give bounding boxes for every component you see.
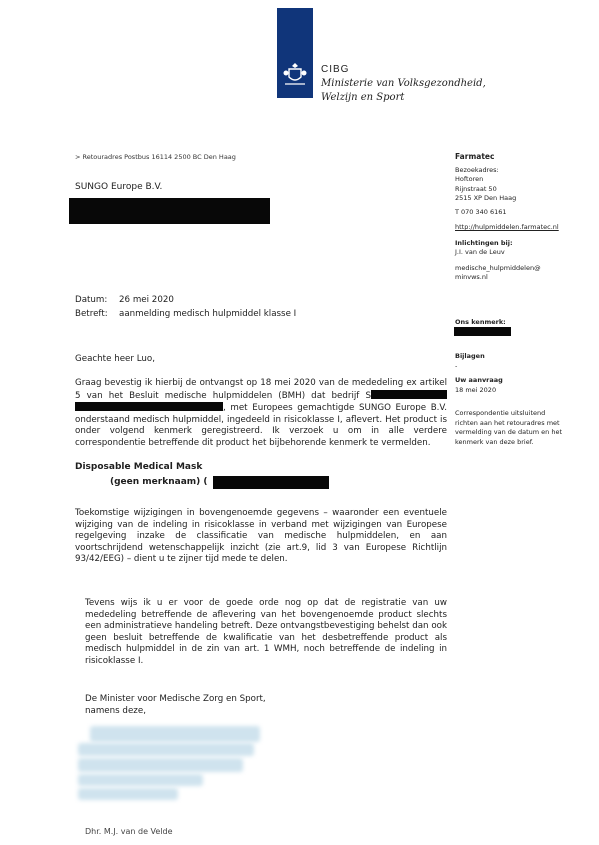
org-abbr: CIBG xyxy=(321,64,350,75)
closing-line-2: namens deze, xyxy=(85,706,146,716)
paragraph-future-changes: Toekomstige wijzigingen in bovengenoemde gegevens – waaronder een eventuele wijziging van de indeling in risicoklasse in verband met wijzigingen van Europese regelgeving inzake de classificatie van medische hulpmiddelen, en aan voortschrijdend wetenschappelijk inzicht (zie art.9, lid 3 van Europese Richtlijn 93/42/EEG) – dient u te zijner tijd mede te delen. xyxy=(75,508,447,565)
sidebar-phone: T 070 340 6161 xyxy=(455,207,507,216)
sidebar-dept: Farmatec xyxy=(455,152,495,161)
org-line-1: Ministerie van Volksgezondheid, xyxy=(321,78,486,89)
return-address: > Retouradres Postbus 16114 2500 BC Den Haag xyxy=(75,153,236,161)
email-line-1: medische_hulpmiddelen@ xyxy=(455,263,541,272)
attachments-label: Bijlagen xyxy=(455,352,485,360)
visit-label: Bezoekadres: xyxy=(455,165,499,174)
info-name: J.I. van de Leuv xyxy=(455,248,505,256)
redacted-product-ref xyxy=(213,476,329,489)
redacted-company-name xyxy=(75,402,223,411)
subject-line xyxy=(75,308,296,320)
attachments-value: - xyxy=(455,361,458,370)
closing-line-1: De Minister voor Medische Zorg en Sport, xyxy=(85,694,266,704)
redacted-company-inline xyxy=(371,390,447,399)
recipient-company: SUNGO Europe B.V. xyxy=(75,182,163,192)
paragraph-registration-note: Tevens wijs ik u er voor de goede orde nog op dat de registratie van uw mededeling betreffende de aflevering van het bovengenoemde product slechts een administratieve handeling betreft. Deze ontvangstbevestiging behelst dan ook geen besluit betreffende de kwalificatie van het desbetreffende product als medisch hulpmiddel in de zin van art. 1 WMH, noch betreffende de indeling in risicoklasse I. xyxy=(85,598,447,666)
redacted-our-ref xyxy=(454,327,511,336)
subject-label: Betreft: xyxy=(75,309,108,319)
your-request-label: Uw aanvraag xyxy=(455,376,503,384)
paragraph-1-part-b: , met Europees gemachtigde SUNGO Europe B.V. onderstaand medisch hulpmiddel, ingedeeld in risicoklasse I, aflevert. Het product is onder volgend kenmerk geregistreerd. Ik verzoek u om in alle verdere correspondentie betreffende dit product het bijbehorende kenmerk te vermelden. xyxy=(75,403,447,448)
salutation: Geachte heer Luo, xyxy=(75,354,155,364)
sidebar xyxy=(455,152,559,283)
your-request xyxy=(455,376,503,395)
visit-line-3: 2515 XP Den Haag xyxy=(455,194,517,202)
email-line-2: minvws.nl xyxy=(455,273,488,281)
org-name xyxy=(321,63,486,105)
sidebar-website-link[interactable]: http://hulpmiddelen.farmatec.nl xyxy=(455,223,559,231)
correspondence-note: Correspondentie uitsluitend richten aan het retouradres met vermelding van de datum en het kenmerk van deze brief. xyxy=(455,409,563,446)
visit-line-2: Rijnstraat 50 xyxy=(455,184,497,193)
crest-icon xyxy=(281,60,309,88)
product-sub xyxy=(110,477,208,487)
attachments xyxy=(455,352,485,371)
product-brand: (geen merknaam) ( xyxy=(110,477,208,487)
paragraph-confirmation xyxy=(75,378,447,450)
paragraph-1-part-a: Graag bevestig ik hierbij de ontvangst op 18 mei 2020 van de mededeling ex artikel 5 van het Besluit medische hulpmiddelen (BMH) dat bedrijf S xyxy=(75,378,447,401)
date-label: Datum: xyxy=(75,295,108,305)
info-label: Inlichtingen bij: xyxy=(455,238,513,247)
date-value: 26 mei 2020 xyxy=(119,295,174,305)
redacted-address xyxy=(69,198,270,224)
date-line xyxy=(75,294,174,306)
your-request-date: 18 mei 2020 xyxy=(455,385,497,394)
signatory-name: Dhr. M.J. van de Velde xyxy=(85,827,173,836)
product-name: Disposable Medical Mask xyxy=(75,462,203,472)
visit-line-1: Hoftoren xyxy=(455,175,484,183)
our-ref-label: Ons kenmerk: xyxy=(455,318,506,326)
org-line-2: Welzijn en Sport xyxy=(321,92,405,103)
subject-value: aanmelding medisch hulpmiddel klasse I xyxy=(119,309,297,319)
